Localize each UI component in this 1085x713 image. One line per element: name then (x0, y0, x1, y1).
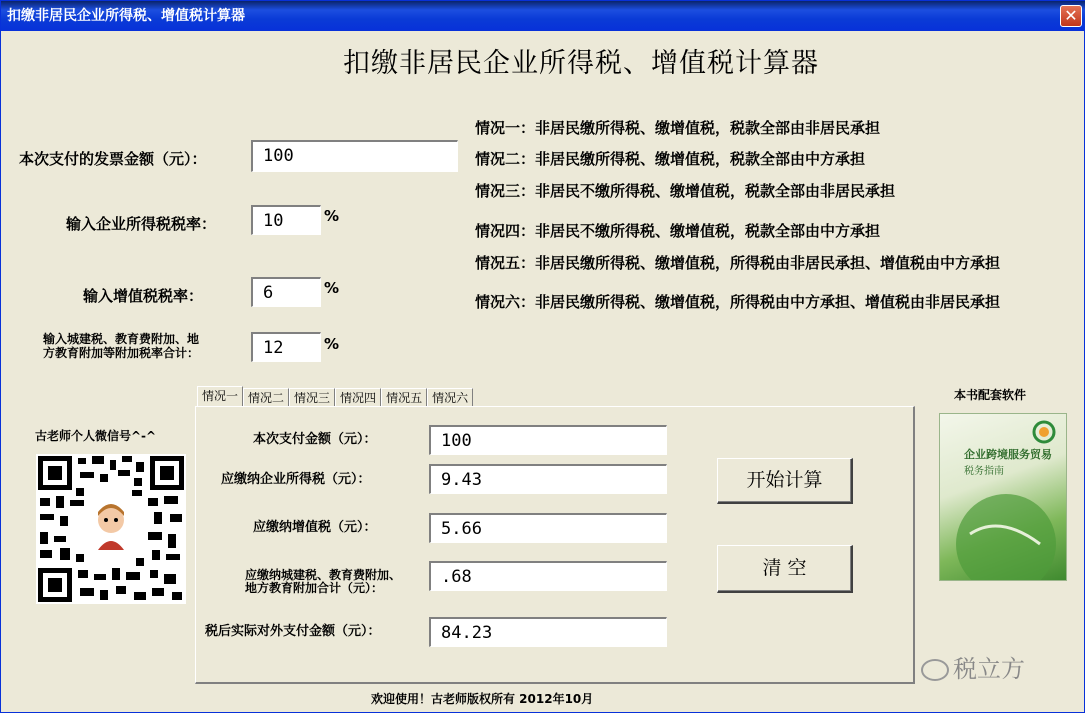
percent-sign: % (324, 207, 340, 225)
wechat-caption: 古老师个人微信号^-^ (35, 429, 157, 443)
window-title: 扣缴非居民企业所得税、增值税计算器 (7, 8, 245, 24)
vat-due-label: 应缴纳增值税（元）： (253, 520, 377, 535)
book-cover-image (939, 413, 1067, 581)
clear-button[interactable]: 清 空 (717, 545, 853, 593)
surcharge-rate-label-line2: 方教育附加等附加税率合计： (43, 346, 200, 360)
surcharge-due-field[interactable]: .68 (429, 561, 667, 591)
tab-case-4[interactable]: 情况四 (335, 388, 381, 406)
case-description: 情况六：非居民缴所得税、缴增值税，所得税由中方承担、增值税由非居民承担 (475, 293, 1001, 311)
tab-case-3[interactable]: 情况三 (289, 388, 335, 406)
cit-rate-field[interactable]: 10 (251, 205, 321, 235)
net-payment-field[interactable]: 84.23 (429, 617, 667, 647)
tab-case-5[interactable]: 情况五 (381, 388, 427, 406)
book-caption: 本书配套软件 (954, 388, 1027, 402)
page-title: 扣缴非居民企业所得税、增值税计算器 (343, 48, 819, 79)
cit-due-field[interactable]: 9.43 (429, 464, 667, 494)
copyright-footer: 欢迎使用！古老师版权所有 2012年10月 (371, 692, 594, 706)
vat-rate-label: 输入增值税税率： (83, 287, 204, 305)
book-title-line2: 税务指南 (964, 466, 1004, 477)
percent-sign: % (324, 335, 340, 353)
surcharge-due-label-line1: 应缴纳城建税、教育费附加、 (245, 568, 402, 582)
percent-sign: % (324, 279, 340, 297)
payment-field[interactable]: 100 (429, 425, 667, 455)
surcharge-rate-field[interactable]: 12 (251, 332, 321, 362)
net-payment-label: 税后实际对外支付金额（元）： (205, 624, 381, 639)
case-description: 情况二：非居民缴所得税、缴增值税，税款全部由中方承担 (475, 150, 866, 168)
wechat-qr-code (36, 454, 186, 604)
case-description: 情况一：非居民缴所得税、缴增值税，税款全部由非居民承担 (475, 119, 881, 137)
payment-label: 本次支付金额（元）： (253, 432, 377, 447)
cit-due-label: 应缴纳企业所得税（元）： (221, 472, 371, 487)
tab-case-1[interactable]: 情况一 (197, 386, 243, 407)
surcharge-rate-label-line1: 输入城建税、教育费附加、地 (43, 332, 200, 346)
case-description: 情况五：非居民缴所得税、缴增值税，所得税由非居民承担、增值税由中方承担 (475, 254, 1001, 272)
title-bar (1, 1, 1085, 31)
vat-rate-field[interactable]: 6 (251, 277, 321, 307)
invoice-amount-field[interactable]: 100 (251, 140, 458, 172)
tab-case-6[interactable]: 情况六 (427, 388, 473, 406)
book-title-line1: 企业跨境服务贸易 (964, 448, 1052, 461)
close-button[interactable]: ✕ (1060, 5, 1082, 27)
cit-rate-label: 输入企业所得税税率： (66, 215, 217, 233)
tab-case-2[interactable]: 情况二 (243, 388, 289, 406)
case-tabs (197, 388, 473, 407)
case-description: 情况四：非居民不缴所得税、缴增值税，税款全部由中方承担 (475, 222, 881, 240)
vat-due-field[interactable]: 5.66 (429, 513, 667, 543)
watermark (921, 649, 1025, 684)
case-description: 情况三：非居民不缴所得税、缴增值税，税款全部由非居民承担 (475, 182, 896, 200)
surcharge-due-label-line2: 地方教育附加合计（元）： (245, 581, 384, 595)
wechat-icon (921, 659, 949, 681)
watermark-text: 税立方 (953, 655, 1025, 683)
calculate-button[interactable]: 开始计算 (717, 458, 853, 504)
invoice-amount-label: 本次支付的发票金额（元）： (19, 150, 207, 168)
